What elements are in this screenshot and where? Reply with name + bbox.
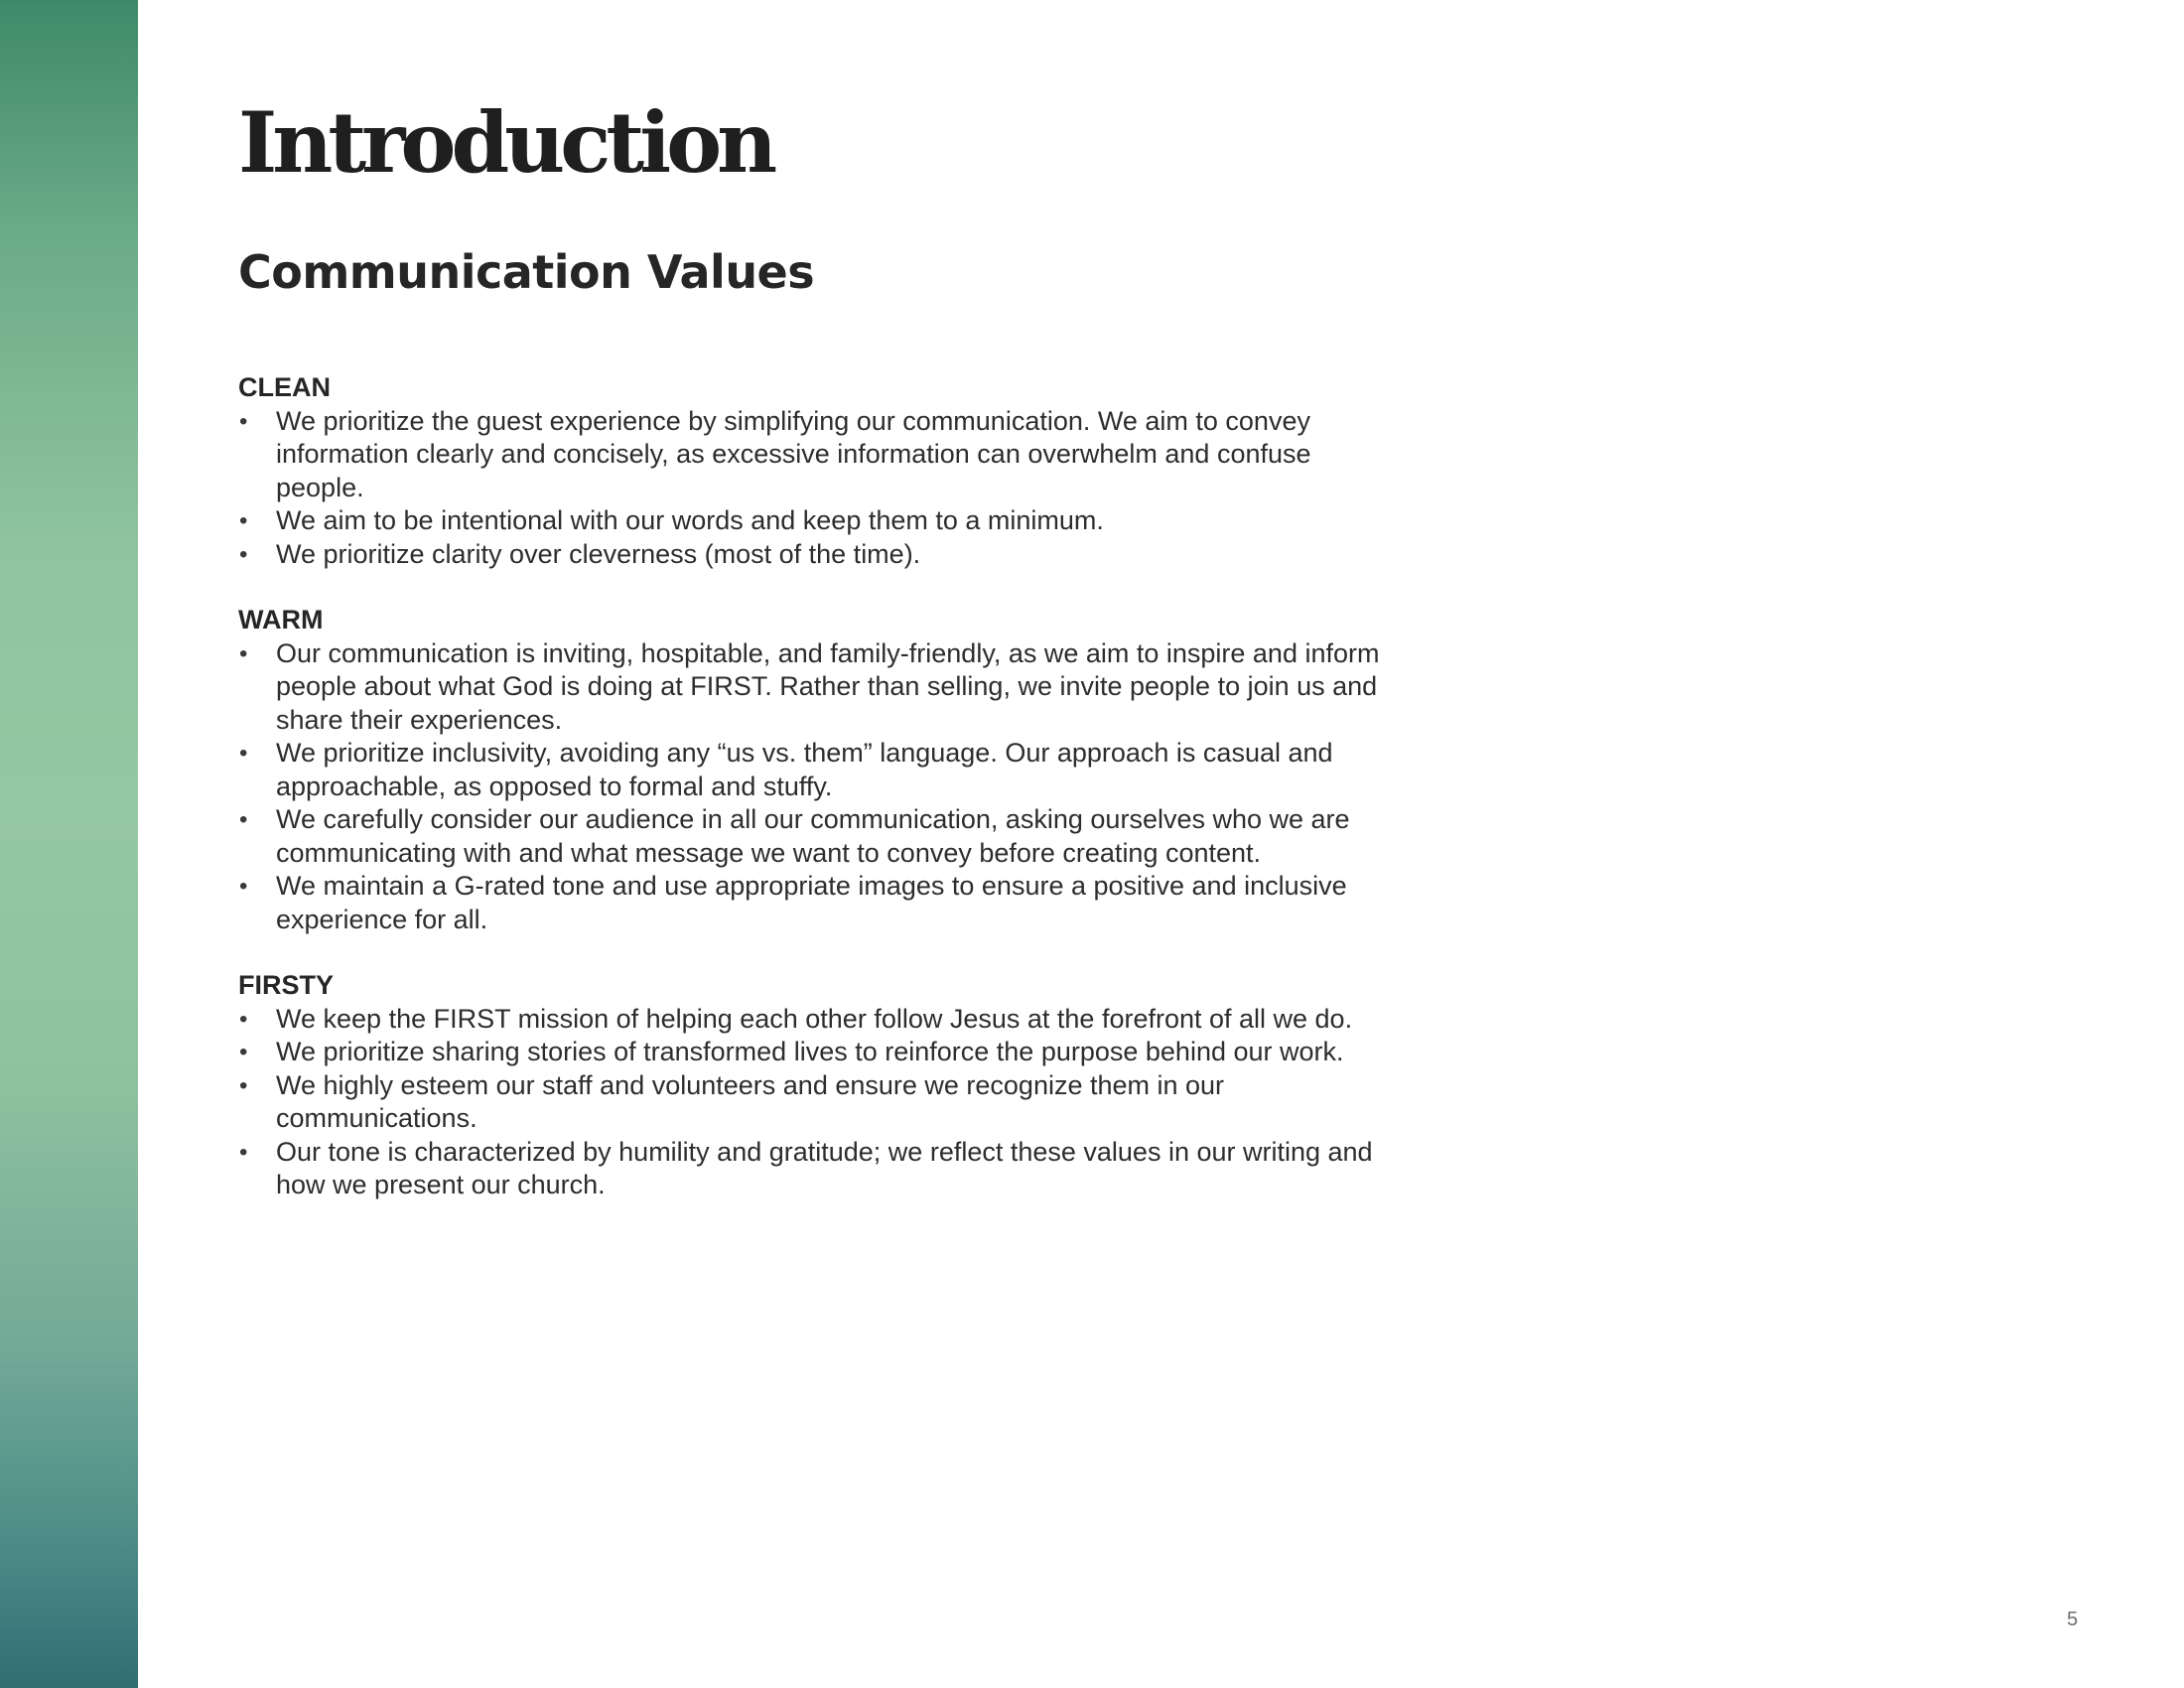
bullet-text: We prioritize sharing stories of transformed lives to reinforce the purpose behind our work. [276, 1037, 1344, 1066]
bullet-text: Our communication is inviting, hospitable, and family-friendly, as we aim to inspire and inform people about what God is doing at FIRST. Rather than selling, we invite people to join us and share their experiences. [276, 637, 1380, 735]
value-heading: CLEAN [238, 372, 331, 402]
value-block-clean [238, 371, 1380, 571]
section-title: Communication Values [238, 245, 815, 299]
values-list [238, 371, 1380, 1202]
page-title: Introduction [238, 93, 773, 192]
value-block-warm [238, 604, 1380, 936]
bullet-item [238, 737, 1380, 803]
bullet-item [238, 870, 1380, 936]
bullet-text: We carefully consider our audience in all our communication, asking ourselves who we are communicating with and what message we want to convey before creating content. [276, 804, 1350, 868]
bullet-dot-icon: • [239, 1005, 248, 1033]
decorative-side-band [0, 0, 138, 1688]
bullet-text: We prioritize clarity over cleverness (most of the time). [276, 538, 921, 569]
value-heading: WARM [238, 605, 324, 634]
bullet-item [238, 538, 1380, 572]
bullet-item [238, 1069, 1380, 1136]
bullet-dot-icon: • [239, 873, 248, 900]
bullet-text: We prioritize inclusivity, avoiding any “us vs. them” language. Our approach is casual and approachable, as opposed to formal and stuffy. [276, 738, 1333, 801]
page-number: 5 [2067, 1609, 2079, 1630]
value-bullets [238, 1003, 1380, 1202]
bullet-text: Our tone is characterized by humility and gratitude; we reflect these values in our writing and how we present our church. [276, 1136, 1373, 1199]
bullet-dot-icon: • [239, 639, 248, 667]
bullet-dot-icon: • [239, 507, 248, 534]
value-bullets [238, 405, 1380, 572]
page-content [238, 89, 1380, 1235]
bullet-text: We maintain a G-rated tone and use appropriate images to ensure a positive and inclusive experience for all. [276, 871, 1347, 934]
bullet-text: We highly esteem our staff and volunteers and ensure we recognize them in our communications. [276, 1069, 1225, 1133]
bullet-text: We prioritize the guest experience by simplifying our communication. We aim to convey information clearly and concisely, as excessive information can overwhelm and confuse people. [276, 405, 1311, 502]
bullet-item [238, 1136, 1380, 1202]
value-heading: FIRSTY [238, 970, 335, 1000]
bullet-dot-icon: • [239, 740, 248, 767]
bullet-item [238, 504, 1380, 538]
value-block-firsty [238, 969, 1380, 1202]
bullet-dot-icon: • [239, 1138, 248, 1166]
bullet-dot-icon: • [239, 1071, 248, 1099]
bullet-item [238, 803, 1380, 870]
bullet-item [238, 1036, 1380, 1069]
bullet-text: We aim to be intentional with our words and keep them to a minimum. [276, 505, 1104, 535]
bullet-item [238, 405, 1380, 505]
value-bullets [238, 637, 1380, 937]
bullet-text: We keep the FIRST mission of helping each other follow Jesus at the forefront of all we do. [276, 1003, 1353, 1034]
bullet-dot-icon: • [239, 407, 248, 435]
bullet-item [238, 637, 1380, 738]
bullet-item [238, 1003, 1380, 1037]
bullet-dot-icon: • [239, 806, 248, 833]
bullet-dot-icon: • [239, 540, 248, 568]
bullet-dot-icon: • [239, 1039, 248, 1065]
